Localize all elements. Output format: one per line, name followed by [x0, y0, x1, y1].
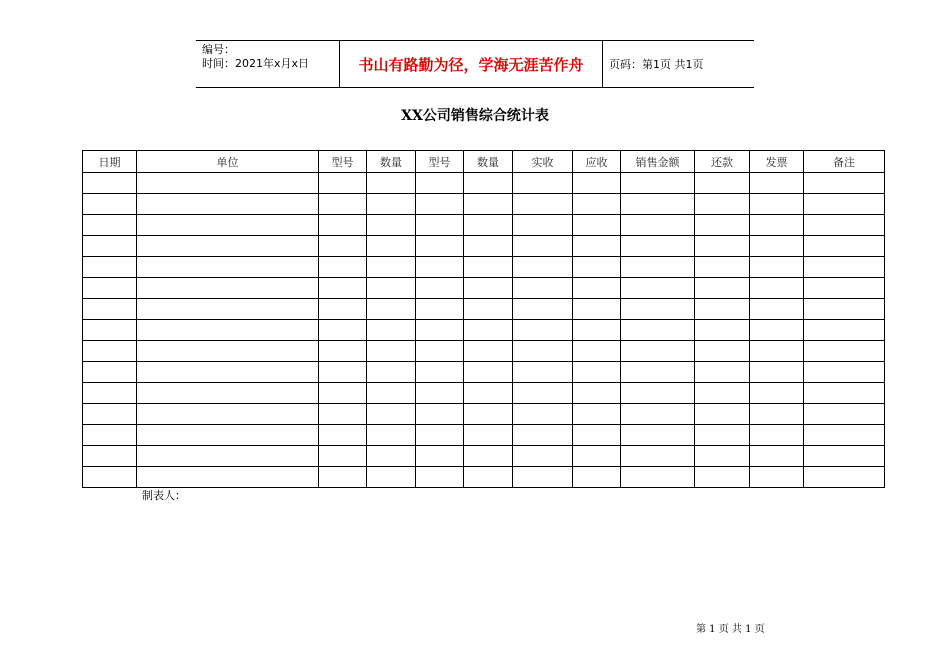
table-cell	[804, 446, 885, 467]
table-cell	[367, 299, 416, 320]
table-cell	[464, 236, 513, 257]
table-cell	[804, 425, 885, 446]
table-cell	[804, 320, 885, 341]
table-cell	[416, 236, 464, 257]
table-cell	[464, 446, 513, 467]
table-cell	[621, 446, 695, 467]
table-cell	[137, 425, 319, 446]
table-cell	[513, 341, 573, 362]
table-cell	[621, 467, 695, 488]
table-cell	[416, 194, 464, 215]
table-cell	[464, 299, 513, 320]
table-cell	[513, 299, 573, 320]
table-cell	[695, 215, 750, 236]
table-cell	[416, 446, 464, 467]
table-cell	[83, 236, 137, 257]
table-cell	[319, 278, 367, 299]
table-cell	[804, 341, 885, 362]
table-cell	[621, 425, 695, 446]
table-cell	[367, 467, 416, 488]
table-row	[83, 215, 885, 236]
table-cell	[513, 194, 573, 215]
table-cell	[750, 383, 804, 404]
table-cell	[621, 278, 695, 299]
table-cell	[750, 341, 804, 362]
table-cell	[750, 173, 804, 194]
table-cell	[804, 383, 885, 404]
table-cell	[621, 320, 695, 341]
table-cell	[573, 215, 621, 236]
header-slogan: 书山有路勤为径，学海无涯苦作舟	[339, 41, 603, 87]
table-cell	[513, 236, 573, 257]
table-cell	[513, 383, 573, 404]
time-label: 时间：2021年x月x日	[202, 57, 310, 70]
col-header: 型号	[416, 151, 464, 173]
table-cell	[750, 362, 804, 383]
table-cell	[416, 383, 464, 404]
table-cell	[573, 299, 621, 320]
table-cell	[83, 194, 137, 215]
table-cell	[319, 341, 367, 362]
table-cell	[573, 236, 621, 257]
table-row	[83, 257, 885, 278]
table-cell	[804, 236, 885, 257]
table-row	[83, 467, 885, 488]
table-cell	[464, 257, 513, 278]
table-cell	[573, 383, 621, 404]
table-cell	[695, 257, 750, 278]
table-cell	[137, 194, 319, 215]
table-cell	[83, 362, 137, 383]
table-cell	[319, 194, 367, 215]
table-cell	[621, 383, 695, 404]
table-cell	[137, 341, 319, 362]
table-cell	[804, 173, 885, 194]
col-header: 日期	[83, 151, 137, 173]
table-cell	[83, 383, 137, 404]
table-cell	[750, 446, 804, 467]
table-cell	[319, 362, 367, 383]
table-cell	[416, 404, 464, 425]
table-cell	[416, 341, 464, 362]
table-cell	[319, 236, 367, 257]
table-cell	[804, 215, 885, 236]
table-cell	[464, 362, 513, 383]
table-cell	[137, 383, 319, 404]
table-cell	[416, 173, 464, 194]
maker-label: 制表人：	[142, 489, 186, 502]
table-cell	[464, 404, 513, 425]
table-cell	[804, 362, 885, 383]
col-header: 应收	[573, 151, 621, 173]
table-cell	[695, 383, 750, 404]
table-row	[83, 446, 885, 467]
table-cell	[695, 194, 750, 215]
table-cell	[319, 425, 367, 446]
table-cell	[513, 425, 573, 446]
table-cell	[319, 257, 367, 278]
table-cell	[573, 278, 621, 299]
table-cell	[750, 467, 804, 488]
table-cell	[513, 257, 573, 278]
table-row	[83, 383, 885, 404]
header-page-info: 页码：第1页 共1页	[609, 58, 704, 71]
table-cell	[83, 215, 137, 236]
table-cell	[319, 404, 367, 425]
table-cell	[573, 467, 621, 488]
table-cell	[416, 257, 464, 278]
table-cell	[464, 278, 513, 299]
table-cell	[804, 194, 885, 215]
table-cell	[367, 320, 416, 341]
col-header: 数量	[464, 151, 513, 173]
table-cell	[750, 299, 804, 320]
table-header-row	[83, 151, 885, 173]
table-cell	[367, 257, 416, 278]
table-cell	[695, 320, 750, 341]
table-cell	[695, 467, 750, 488]
table-row	[83, 362, 885, 383]
number-label: 编号：	[202, 43, 235, 56]
table-cell	[367, 341, 416, 362]
table-cell	[83, 425, 137, 446]
table-row	[83, 341, 885, 362]
table-cell	[464, 467, 513, 488]
table-cell	[573, 446, 621, 467]
table-cell	[621, 299, 695, 320]
table-cell	[367, 425, 416, 446]
table-cell	[513, 404, 573, 425]
table-cell	[464, 215, 513, 236]
table-cell	[513, 278, 573, 299]
table-cell	[83, 173, 137, 194]
table-cell	[695, 299, 750, 320]
table-body	[83, 173, 885, 488]
table-cell	[513, 362, 573, 383]
table-cell	[137, 467, 319, 488]
table-cell	[750, 236, 804, 257]
table-cell	[695, 362, 750, 383]
table-cell	[464, 173, 513, 194]
table-cell	[750, 194, 804, 215]
table-cell	[804, 467, 885, 488]
table-cell	[695, 341, 750, 362]
table-cell	[695, 446, 750, 467]
table-cell	[137, 278, 319, 299]
table-row	[83, 404, 885, 425]
col-header: 还款	[695, 151, 750, 173]
table-cell	[416, 362, 464, 383]
table-cell	[573, 425, 621, 446]
table-cell	[621, 341, 695, 362]
table-cell	[464, 383, 513, 404]
table-cell	[416, 299, 464, 320]
col-header: 备注	[804, 151, 885, 173]
table-cell	[695, 173, 750, 194]
page-footer: 第 1 页 共 1 页	[696, 624, 765, 635]
table-row	[83, 320, 885, 341]
table-cell	[83, 320, 137, 341]
table-cell	[513, 173, 573, 194]
table-cell	[137, 320, 319, 341]
table-cell	[621, 173, 695, 194]
table-cell	[621, 404, 695, 425]
table-cell	[319, 320, 367, 341]
col-header: 发票	[750, 151, 804, 173]
table-cell	[464, 194, 513, 215]
table-cell	[367, 404, 416, 425]
table-cell	[137, 362, 319, 383]
col-header: 数量	[367, 151, 416, 173]
table-cell	[464, 320, 513, 341]
table-cell	[367, 173, 416, 194]
table-cell	[750, 320, 804, 341]
table-cell	[513, 320, 573, 341]
table-cell	[621, 257, 695, 278]
col-header: 实收	[513, 151, 573, 173]
table-cell	[573, 173, 621, 194]
page-title: XX公司销售综合统计表	[401, 108, 549, 124]
table-row	[83, 278, 885, 299]
table-cell	[573, 362, 621, 383]
table-cell	[573, 404, 621, 425]
table-cell	[367, 278, 416, 299]
header-meta	[196, 41, 339, 87]
table-cell	[695, 425, 750, 446]
table-cell	[750, 257, 804, 278]
table-cell	[513, 215, 573, 236]
table-cell	[621, 215, 695, 236]
table-cell	[750, 278, 804, 299]
table-row	[83, 425, 885, 446]
table-cell	[416, 467, 464, 488]
table-cell	[319, 467, 367, 488]
table-cell	[804, 404, 885, 425]
table-cell	[367, 446, 416, 467]
table-cell	[367, 236, 416, 257]
table-cell	[464, 341, 513, 362]
table-cell	[804, 257, 885, 278]
table-cell	[83, 257, 137, 278]
table-cell	[137, 173, 319, 194]
table-row	[83, 194, 885, 215]
table-cell	[750, 215, 804, 236]
table-cell	[83, 299, 137, 320]
table-cell	[83, 467, 137, 488]
table-cell	[750, 404, 804, 425]
table-cell	[573, 320, 621, 341]
table-row	[83, 236, 885, 257]
table-row	[83, 173, 885, 194]
sales-table	[82, 150, 885, 488]
table-row	[83, 299, 885, 320]
table-cell	[621, 194, 695, 215]
table-cell	[319, 446, 367, 467]
table-cell	[695, 404, 750, 425]
table-cell	[83, 278, 137, 299]
table-cell	[573, 341, 621, 362]
table-cell	[367, 194, 416, 215]
table-cell	[804, 299, 885, 320]
table-cell	[367, 215, 416, 236]
table-cell	[621, 362, 695, 383]
table-cell	[137, 404, 319, 425]
table-cell	[319, 299, 367, 320]
table-cell	[137, 215, 319, 236]
table-cell	[137, 299, 319, 320]
table-cell	[137, 257, 319, 278]
table-cell	[695, 236, 750, 257]
table-cell	[83, 446, 137, 467]
table-cell	[416, 278, 464, 299]
table-cell	[416, 320, 464, 341]
table-cell	[513, 446, 573, 467]
table-cell	[319, 173, 367, 194]
table-cell	[367, 383, 416, 404]
table-cell	[621, 236, 695, 257]
table-cell	[137, 236, 319, 257]
document-header	[196, 40, 754, 88]
table-cell	[83, 341, 137, 362]
table-cell	[695, 278, 750, 299]
table-cell	[319, 215, 367, 236]
table-cell	[464, 425, 513, 446]
table-cell	[513, 467, 573, 488]
table-cell	[83, 404, 137, 425]
table-cell	[573, 194, 621, 215]
col-header: 销售金额	[621, 151, 695, 173]
col-header: 单位	[137, 151, 319, 173]
table-cell	[416, 425, 464, 446]
table-cell	[750, 425, 804, 446]
table-cell	[573, 257, 621, 278]
col-header: 型号	[319, 151, 367, 173]
table-cell	[416, 215, 464, 236]
table-cell	[804, 278, 885, 299]
table-cell	[367, 362, 416, 383]
table-cell	[319, 383, 367, 404]
table-cell	[137, 446, 319, 467]
